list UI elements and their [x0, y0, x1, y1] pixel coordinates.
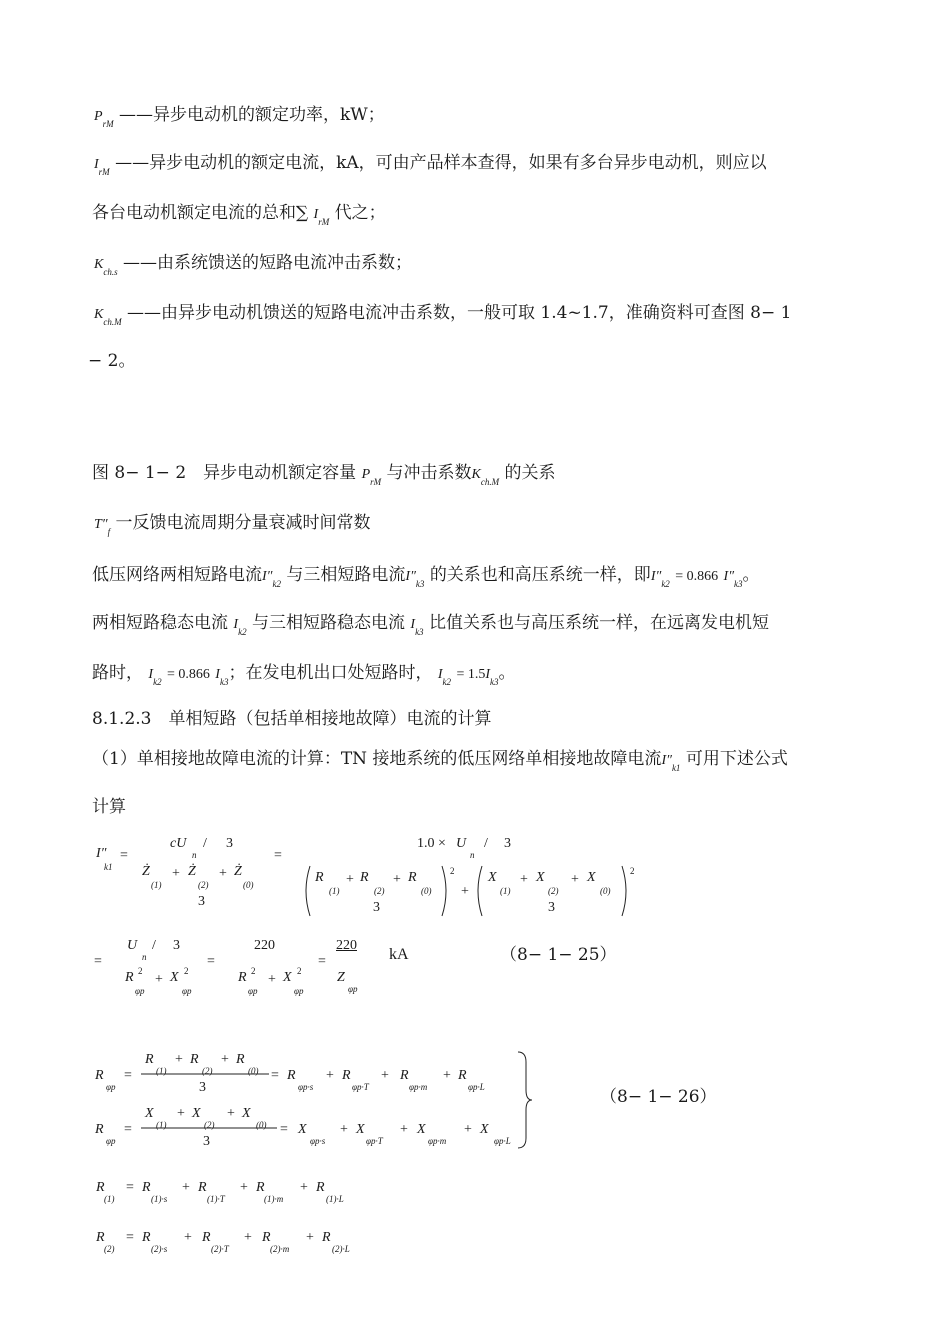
section-heading: 8.1.2.3 单相短路（包括单相接地故障）电流的计算 — [92, 709, 492, 729]
eq-label-26: （8− 1− 26） — [600, 1087, 717, 1107]
paragraph-single-phase-cont: 计算 — [92, 797, 126, 817]
symbol-p: P — [94, 109, 103, 124]
def-irm-text: ——异步电动机的额定电流，kA，可由产品样本查得，如果有多台异步电动机，则应以 — [115, 153, 767, 173]
def-kchm: $K_{ch.M}$ ——由异步电动机馈送的短路电流冲击系数，一般可取 1.4~1.7，准确资料可查图 8− 1 — [94, 303, 792, 327]
eq-label-25: （8− 1− 25） — [500, 945, 617, 965]
def-prm-text: ——异步电动机的额定功率，kW； — [118, 105, 385, 125]
paragraph-single-phase: （1）单相接地故障电流的计算：TN 接地系统的低压网络单相接地故障电流$I''_{k1}$ 可用下述公式 — [92, 749, 788, 773]
sum-symbol: ∑ — [296, 203, 309, 223]
paragraph-steady-state: 两相短路稳态电流 $I_{k2}$ 与三相短路稳态电流 $I_{k3}$ 比值关系也与高压系统一样，在远离发电机短 — [92, 613, 769, 637]
eq-lhs-i: I″ — [96, 846, 107, 861]
figure-caption: 图 8− 1− 2 异步电动机额定容量 $P_{rM}$ 与冲击系数$K_{ch.M}$ 的关系 — [92, 463, 556, 487]
def-kchm-cont: − 2。 — [88, 351, 136, 371]
def-prm: $P_{rM}$ ——异步电动机的额定功率，kW； — [94, 105, 385, 129]
paragraph-steady-state-cont: 路时， $I_{k2} = 0.866$ $I_{k3}$；在发电机出口处短路时， $I_{k2} = 1.5I_{k3}$。 — [92, 663, 516, 687]
def-irm: $I_{rM}$ ——异步电动机的额定电流，kA，可由产品样本查得，如果有多台异步电动机，则应以 — [94, 153, 767, 177]
tf-definition: $T''_f$ 一反馈电流周期分量衰减时间常数 — [94, 513, 371, 537]
right-brace — [516, 1050, 536, 1152]
def-kchs: $K_{ch.s}$ ——由系统馈送的短路电流冲击系数； — [94, 253, 412, 277]
def-irm-cont: 各台电动机额定电流的总和∑ $I_{rM}$ 代之； — [92, 203, 386, 227]
paragraph-two-phase: 低压网络两相短路电流$I''_{k2}$ 与三相短路电流$I''_{k3}$ 的关系也和高压系统一样，即$I''_{k2} = 0.866$ $I''_{k3}$。 — [92, 565, 760, 589]
